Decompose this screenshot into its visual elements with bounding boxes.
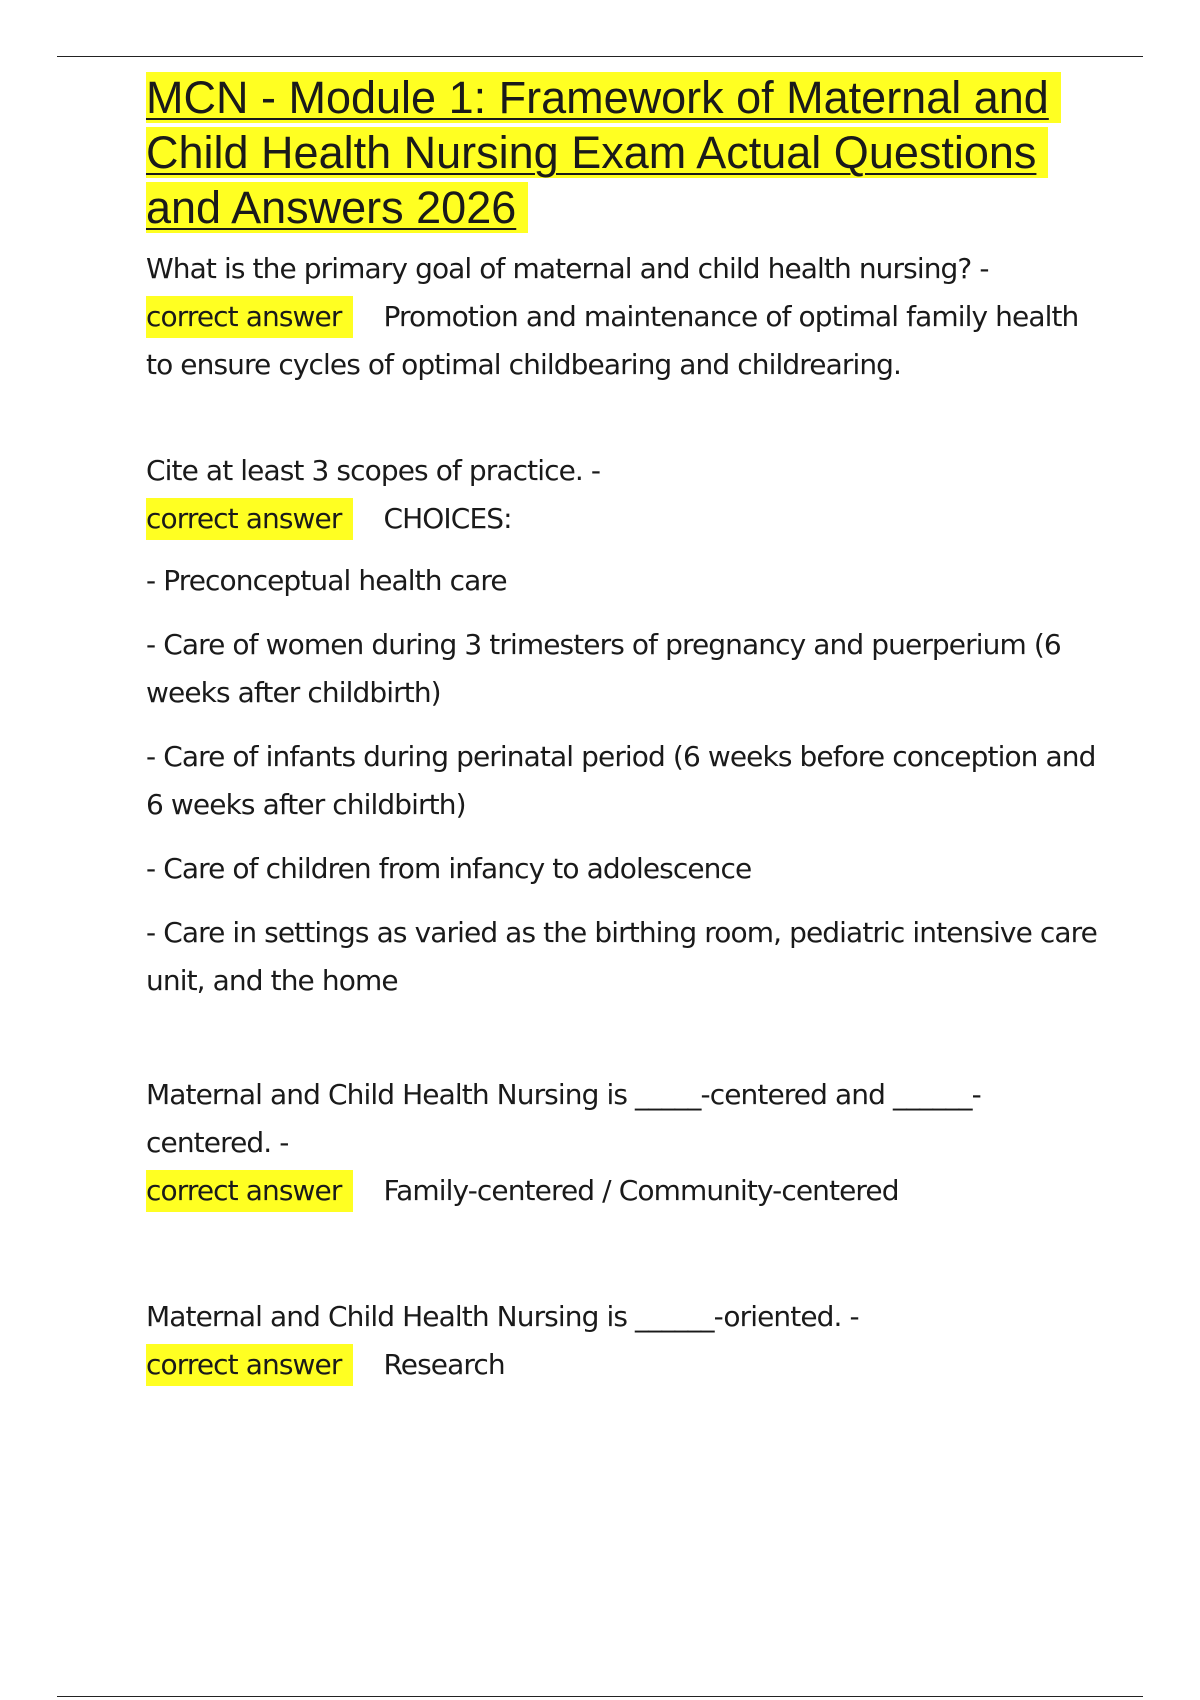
question-text: Maternal and Child Health Nursing is ______-oriented. -	[146, 1300, 859, 1333]
qa-item-4	[146, 1293, 1106, 1389]
bottom-rule	[57, 1696, 1143, 1697]
qa-item-3	[146, 1071, 1106, 1215]
answer-text: Promotion and maintenance of optimal family health to ensure cycles of optimal childbearing and childrearing.	[146, 300, 1079, 381]
answer-line	[146, 495, 1106, 543]
answer-line	[146, 293, 1106, 389]
answer-text: CHOICES:	[383, 502, 512, 535]
top-rule	[57, 56, 1143, 57]
choices-list	[146, 557, 1106, 1005]
choice-item: - Care of women during 3 trimesters of pregnancy and puerperium (6 weeks after childbirth)	[146, 628, 1061, 709]
choice-item: - Preconceptual health care	[146, 564, 507, 597]
choice-item: - Care of children from infancy to adolescence	[146, 852, 752, 885]
qa-item-2	[146, 447, 1106, 1005]
document-title	[146, 70, 1106, 235]
answer-line	[146, 1167, 1106, 1215]
correct-answer-tag: correct answer	[146, 1170, 353, 1212]
qa-item-1	[146, 245, 1106, 389]
document-page	[146, 70, 1106, 1389]
question-text: Cite at least 3 scopes of practice. -	[146, 454, 601, 487]
question-text: What is the primary goal of maternal and child health nursing? -	[146, 252, 989, 285]
question-text: Maternal and Child Health Nursing is _____-centered and ______-centered. -	[146, 1078, 981, 1159]
correct-answer-tag: correct answer	[146, 1344, 353, 1386]
correct-answer-tag: correct answer	[146, 498, 353, 540]
answer-line	[146, 1341, 1106, 1389]
choice-item: - Care of infants during perinatal period (6 weeks before conception and 6 weeks after childbirth)	[146, 740, 1096, 821]
correct-answer-tag: correct answer	[146, 296, 353, 338]
title-highlight: MCN - Module 1: Framework of Maternal and Child Health Nursing Exam Actual Questions and Answers 2026	[146, 72, 1061, 233]
answer-text: Research	[383, 1348, 505, 1381]
choice-item: - Care in settings as varied as the birthing room, pediatric intensive care unit, and the home	[146, 916, 1098, 997]
answer-text: Family-centered / Community-centered	[383, 1174, 899, 1207]
